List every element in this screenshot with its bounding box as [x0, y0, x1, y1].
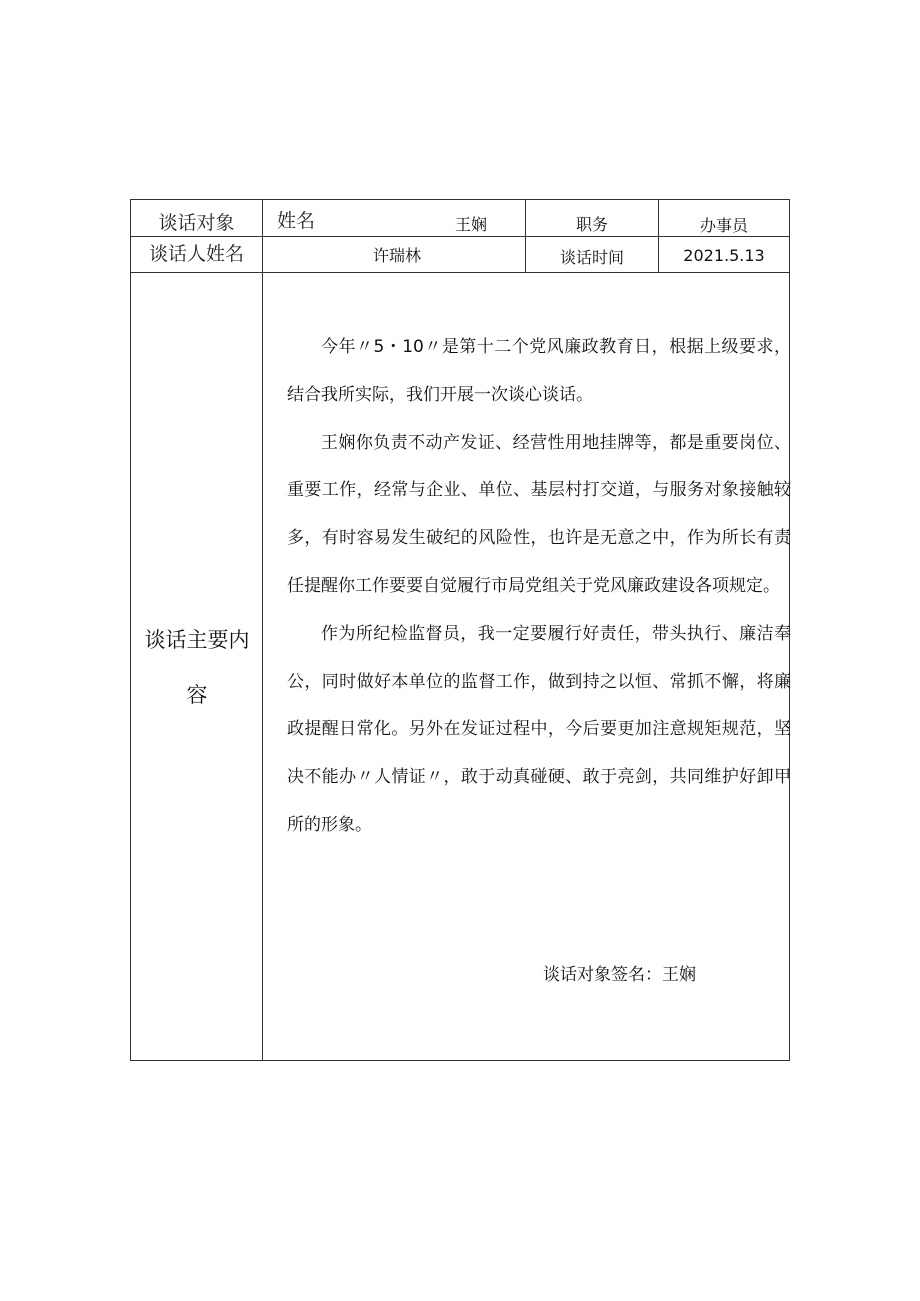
content-paragraph-1: 今年〃5・10〃是第十二个党风廉政教育日，根据上级要求，结合我所实际，我们开展一次谈心谈话。 — [287, 337, 791, 405]
talker-name-label: 谈话人姓名 — [148, 243, 244, 265]
position-value: 办事员 — [699, 215, 748, 235]
position-label: 职务 — [575, 214, 608, 234]
talk-target-label: 谈话对象 — [158, 211, 235, 234]
content-label — [131, 274, 263, 1062]
content-body — [287, 324, 791, 850]
row-divider-2 — [131, 272, 789, 273]
content-paragraph-2: 王娴你负责不动产发证、经营性用地挂牌等，都是重要岗位、重要工作，经常与企业、单位、基层村打交道，与服务对象接触较多，有时容易发生破纪的风险性，也许是无意之中，作为所长有责任提醒你工作要要自觉履行市局党组关于党风廉政建设各项规定。 — [287, 432, 791, 596]
name-value: 王娴 — [454, 214, 487, 234]
content-label-line1: 谈话主要内 — [144, 628, 250, 652]
target-signature: 谈话对象签名：王娴 — [543, 965, 696, 985]
talk-time-label: 谈话时间 — [559, 248, 624, 267]
name-label: 姓名 — [277, 209, 316, 232]
content-label-line2: 容 — [186, 683, 208, 707]
talker-name-value: 许瑞林 — [372, 246, 421, 265]
content-paragraph-3: 作为所纪检监督员，我一定要履行好责任，带头执行、廉洁奉公，同时做好本单位的监督工作，做到持之以恒、常抓不懈，将廉政提醒日常化。另外在发证过程中，今后要更加注意规矩规范，坚决不能办〃人情证〃，敢于动真碰硬、敢于亮剑，共同维护好卸甲所的形象。 — [287, 623, 791, 835]
talk-record-table — [130, 199, 790, 1061]
talk-time-value: 2021.5.13 — [683, 246, 765, 265]
